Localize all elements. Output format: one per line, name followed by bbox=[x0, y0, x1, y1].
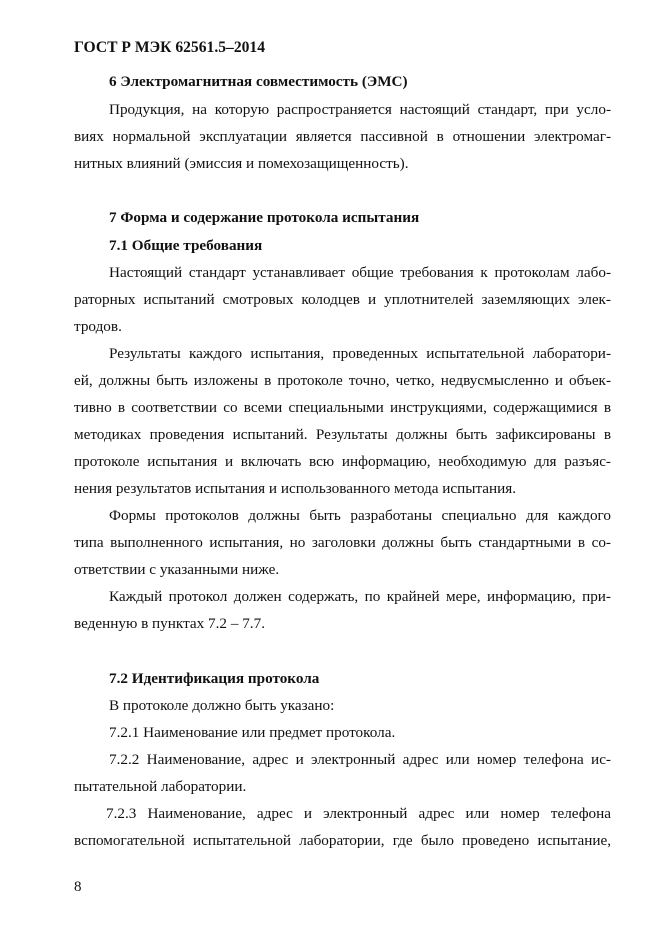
paragraph-line: ответствии с указанными ниже. bbox=[74, 561, 280, 578]
paragraph-line: Формы протоколов должны быть разработаны специально для каждого bbox=[109, 507, 611, 524]
page-number: 8 bbox=[74, 879, 82, 895]
paragraph-line: тродов. bbox=[74, 318, 122, 335]
paragraph-line: протоколе испытания и включать всю информацию, необходимую для разъяс- bbox=[74, 453, 611, 470]
item-7-2-3: 7.2.3 Наименование, адрес и электронный адрес или номер телефона bbox=[106, 805, 611, 822]
paragraph-line: виях нормальной эксплуатации является пассивной в отношении электромаг- bbox=[74, 128, 611, 145]
paragraph-line: нитных влияний (эмиссия и помехозащищенность). bbox=[74, 155, 409, 172]
paragraph-line: ей, должны быть изложены в протоколе точно, четко, недвусмысленно и объек- bbox=[74, 372, 611, 389]
item-7-2-1: 7.2.1 Наименование или предмет протокола. bbox=[109, 724, 396, 741]
paragraph-line: Продукция, на которую распространяется настоящий стандарт, при усло- bbox=[109, 101, 611, 118]
section-6-heading: 6 Электромагнитная совместимость (ЭМС) bbox=[109, 73, 408, 90]
item-7-2-2: 7.2.2 Наименование, адрес и электронный адрес или номер телефона ис- bbox=[109, 751, 611, 768]
item-7-2-3-cont: вспомогательной испытательной лаборатории, где было проведено испытание, bbox=[74, 832, 611, 849]
paragraph-line: типа выполненного испытания, но заголовки должны быть стандартными в со- bbox=[74, 534, 611, 551]
document-header: ГОСТ Р МЭК 62561.5–2014 bbox=[74, 39, 266, 56]
paragraph-line: Каждый протокол должен содержать, по крайней мере, информацию, при- bbox=[109, 588, 611, 605]
subsection-7-2-heading: 7.2 Идентификация протокола bbox=[109, 670, 320, 687]
paragraph-line: нения результатов испытания и использованного метода испытания. bbox=[74, 480, 517, 497]
paragraph-line: методиках проведения испытаний. Результаты должны быть зафиксированы в bbox=[74, 426, 611, 443]
paragraph-line: Результаты каждого испытания, проведенных испытательной лаборатори- bbox=[109, 345, 611, 362]
paragraph-line: веденную в пунктах 7.2 – 7.7. bbox=[74, 615, 265, 632]
subsection-7-1-heading: 7.1 Общие требования bbox=[109, 237, 263, 254]
item-7-2-2-cont: пытательной лаборатории. bbox=[74, 778, 247, 795]
paragraph-line: Настоящий стандарт устанавливает общие требования к протоколам лабо- bbox=[109, 264, 611, 281]
section-7-heading: 7 Форма и содержание протокола испытания bbox=[109, 209, 420, 226]
paragraph-line: раторных испытаний смотровых колодцев и уплотнителей заземляющих элек- bbox=[74, 291, 611, 308]
paragraph-line: В протоколе должно быть указано: bbox=[109, 697, 335, 714]
paragraph-line: тивно в соответствии со всеми специальными инструкциями, содержащимися в bbox=[74, 399, 611, 416]
